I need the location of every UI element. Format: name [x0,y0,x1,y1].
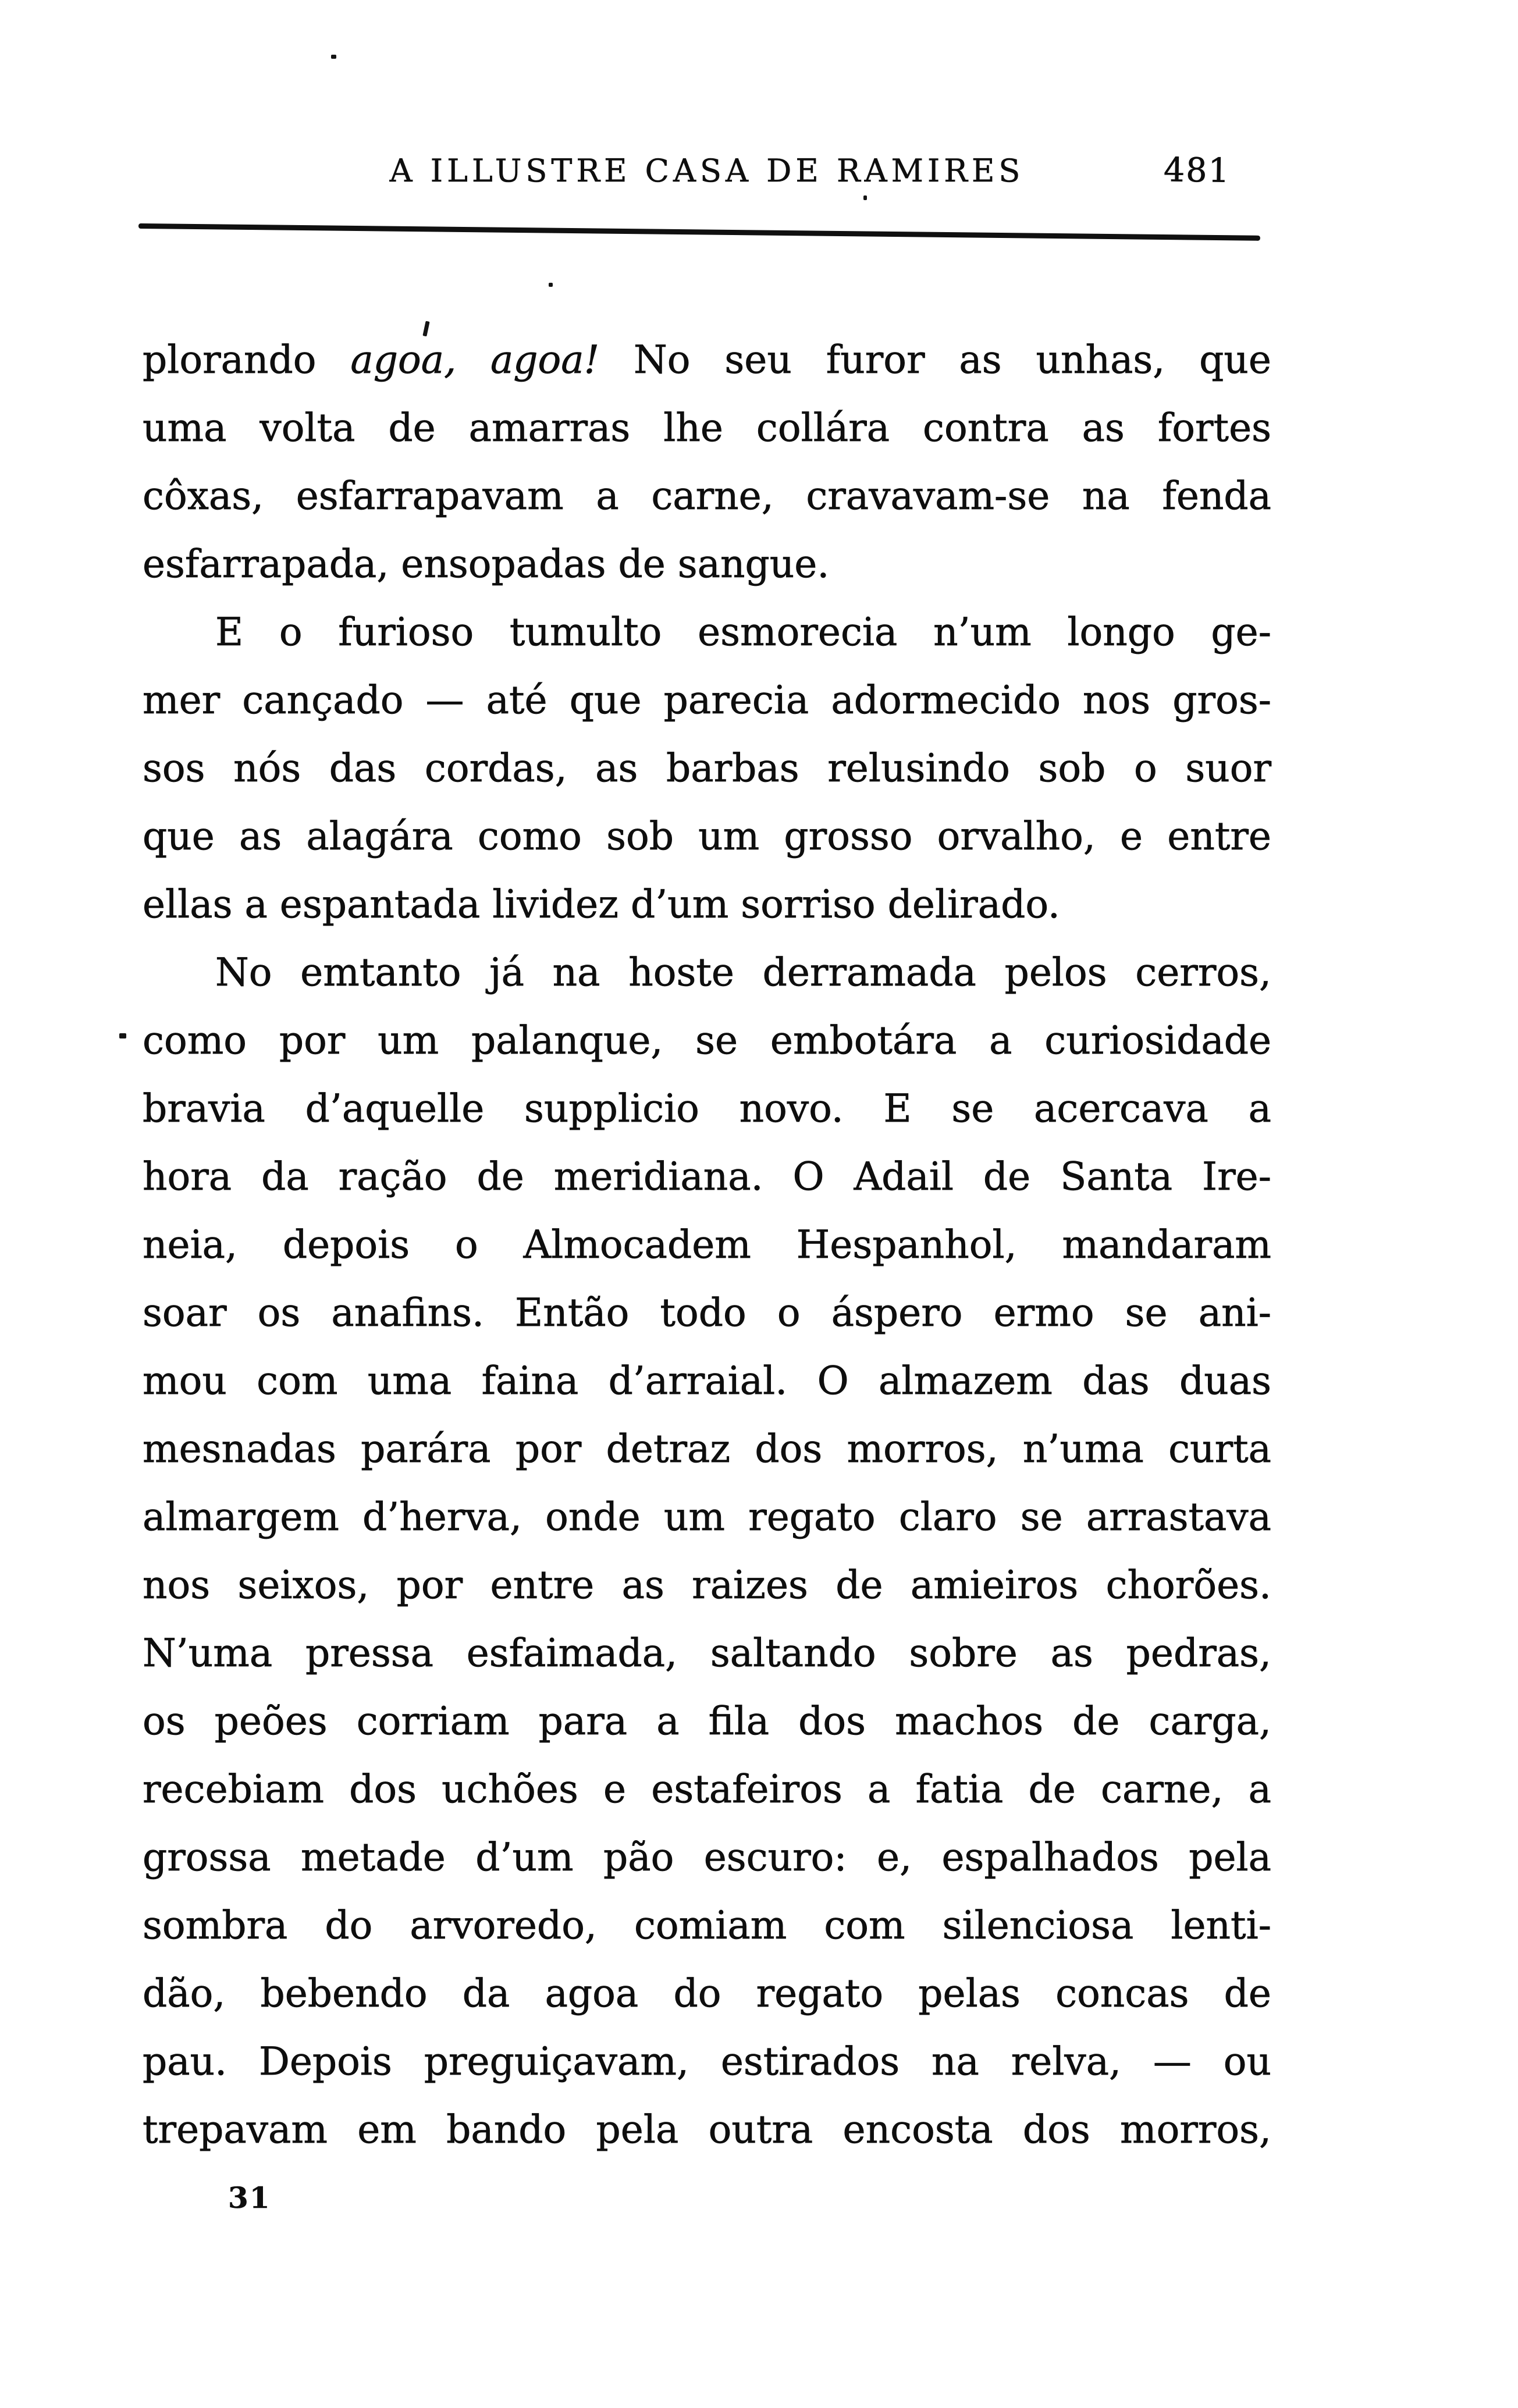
text-line [143,1279,1271,1347]
page-title: A ILLUSTRE CASA DE RAMIRES [389,152,1025,189]
scan-speck [863,195,867,200]
text-segment: mesnadas parára por detraz dos morros, n’uma curta [143,1427,1271,1471]
signature-mark: 31 [228,2181,271,2215]
text-segment: côxas, esfarrapavam a carne, cravavam-se na fenda [143,474,1271,518]
scan-speck [549,283,553,287]
header-rule [138,223,1260,241]
text-line [143,1211,1271,1279]
italic-text: agoa, agoa! [350,337,600,382]
text-line [143,938,1271,1006]
text-segment: bravia d’aquelle supplicio novo. E se acercava a [143,1086,1271,1131]
text-line [143,666,1271,734]
text-line [143,870,1271,938]
text-block [143,326,1271,2164]
text-segment: N’uma pressa esfaimada, saltando sobre as pedras, [143,1631,1271,1676]
text-segment: hora da ração de meridiana. O Adail de Santa Ire- [143,1154,1271,1199]
text-line [143,1619,1271,1687]
text-segment: sos nós das cordas, as barbas relusindo sob o suor [143,746,1271,791]
text-segment: E o furioso tumulto esmorecia n’um longo ge- [215,610,1271,655]
text-segment: No emtanto já na hoste derramada pelos cerros, [215,950,1271,995]
text-segment: mer cançado — até que parecia adormecido nos gros- [143,678,1271,723]
text-segment: plorando [143,337,351,382]
text-segment: mou com uma faina d’arraial. O almazem das duas [143,1358,1271,1403]
text-segment: como por um palanque, se embotára a curiosidade [143,1018,1271,1063]
text-line [143,1755,1271,1823]
page-number: 481 [1163,151,1231,190]
text-line [143,1891,1271,1959]
text-segment: sombra do arvoredo, comiam com silenciosa lenti- [143,1903,1271,1948]
text-segment: grossa metade d’um pão escuro: e, espalhados pela [143,1835,1271,1880]
text-segment: neia, depois o Almocadem Hespanhol, mandaram [143,1222,1271,1267]
text-segment: almargem d’herva, onde um regato claro se arrastava [143,1495,1271,1539]
text-segment: esfarrapada, ensopadas de sangue. [143,542,830,586]
text-segment: nos seixos, por entre as raizes de amieiros chorões. [143,1563,1271,1607]
text-line [143,734,1271,802]
text-line [143,2096,1271,2164]
text-line [143,530,1271,598]
scan-speck [119,1033,126,1038]
text-segment: uma volta de amarras lhe collára contra as fortes [143,406,1271,450]
text-segment: trepavam em bando pela outra encosta dos morros, [143,2107,1271,2152]
text-line [143,1551,1271,1619]
text-segment: dão, bebendo da agoa do regato pelas concas de [143,1971,1271,2016]
text-segment: que as alagára como sob um grosso orvalho, e entre [143,814,1271,859]
text-line [143,1143,1271,1211]
text-line [143,1415,1271,1483]
text-segment: soar os anafins. Então todo o áspero ermo se ani- [143,1290,1271,1335]
text-segment: pau. Depois preguiçavam, estirados na relva, — ou [143,2039,1271,2084]
text-line [143,1959,1271,2028]
scan-speck [331,55,336,59]
text-segment: recebiam dos uchões e estafeiros a fatia de carne, a [143,1767,1271,1812]
text-segment: No seu furor as unhas, que [599,337,1271,382]
text-line [143,1006,1271,1075]
text-line [143,462,1271,530]
text-line [143,598,1271,666]
text-line [143,802,1271,870]
text-line [143,1687,1271,1755]
text-segment: ellas a espantada lividez d’um sorriso delirado. [143,882,1060,927]
text-line [143,1483,1271,1551]
text-line [143,394,1271,462]
text-line [143,1347,1271,1415]
text-line [143,2028,1271,2096]
text-line [143,1075,1271,1143]
text-line [143,326,1271,394]
text-line [143,1823,1271,1891]
running-head [143,152,1271,199]
text-segment: os peões corriam para a fila dos machos de carga, [143,1699,1271,1744]
